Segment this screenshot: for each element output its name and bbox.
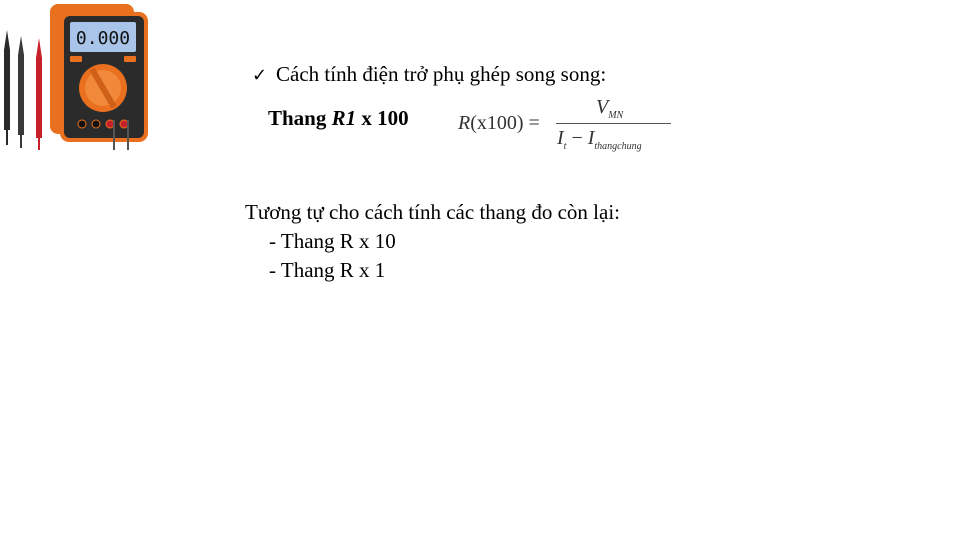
- svg-text:0.000: 0.000: [75, 28, 131, 49]
- probe-red: [36, 38, 42, 150]
- paragraph-intro: Tương tự cho cách tính các thang đo còn lại:: [245, 200, 620, 224]
- formula-numerator: [596, 96, 623, 121]
- remaining-scales-paragraph: [245, 198, 620, 285]
- den-minus: −: [566, 127, 588, 149]
- checkmark-icon: ✓: [252, 65, 268, 86]
- numerator-var: V: [596, 96, 609, 118]
- den-i1: I: [557, 127, 564, 149]
- fraction-line: [556, 123, 671, 124]
- bullet-text: Cách tính điện trở phụ ghép song song:: [276, 62, 607, 86]
- scale-suffix: x 100: [356, 106, 409, 130]
- numerator-sub: MN: [608, 110, 624, 121]
- multimeter-image: [0, 0, 150, 152]
- den-sub2: thangchung: [594, 141, 642, 152]
- den-i2: I: [587, 127, 595, 149]
- list-item: - Thang R x 10: [269, 229, 396, 253]
- list-item: - Thang R x 1: [269, 258, 386, 282]
- scale-prefix: Thang: [268, 106, 332, 130]
- formula: [458, 96, 678, 160]
- formula-denominator: [557, 127, 642, 152]
- den-sub1: t: [563, 141, 567, 152]
- probe-black-2: [18, 36, 24, 148]
- bullet-parallel-resistor: [252, 62, 606, 87]
- probe-black-1: [4, 30, 10, 145]
- formula-arg: (x100) =: [470, 112, 540, 134]
- scale-label: [268, 106, 409, 131]
- scale-r: R1: [331, 106, 357, 130]
- formula-r: R: [458, 112, 471, 134]
- formula-lhs: [458, 112, 540, 135]
